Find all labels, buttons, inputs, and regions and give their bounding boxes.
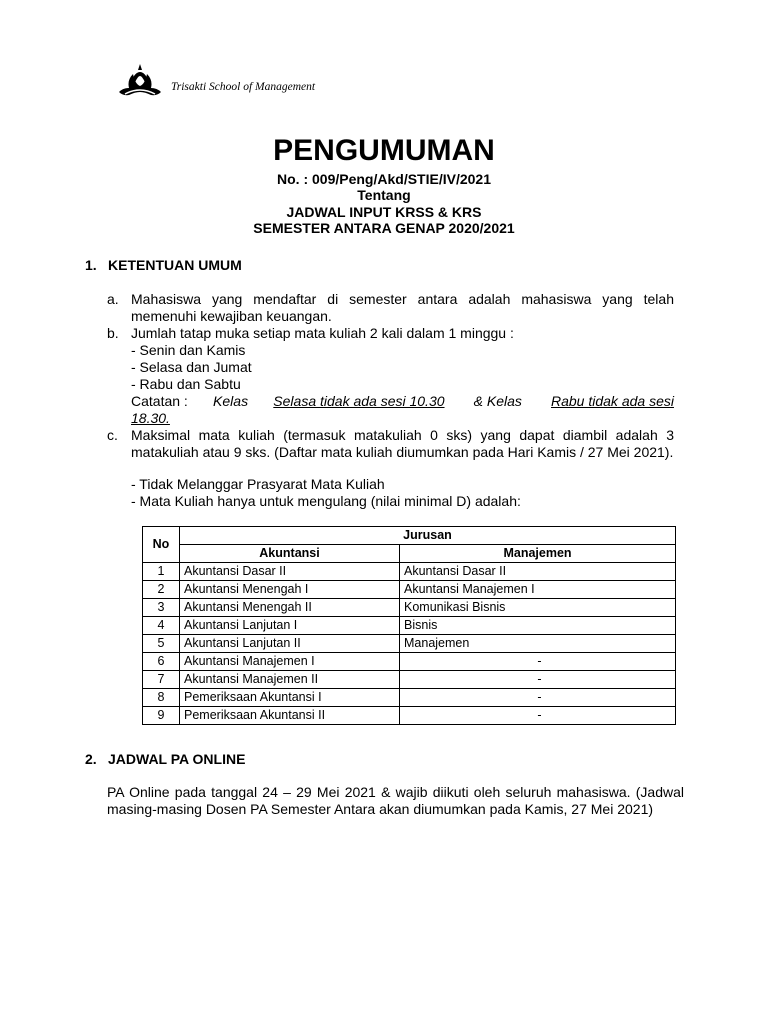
day-list-item: - Senin dan Kamis (131, 342, 246, 358)
table-row (143, 617, 676, 635)
day-list-item: - Selasa dan Jumat (131, 359, 252, 375)
cell-manajemen: Akuntansi Dasar II (400, 563, 676, 581)
cell-no: 8 (143, 689, 180, 707)
cell-manajemen: Bisnis (400, 617, 676, 635)
item-c-point-2: - Mata Kuliah hanya untuk mengulang (nilai minimal D) adalah: (131, 493, 521, 509)
table-row (143, 599, 676, 617)
table-row (143, 707, 676, 725)
cell-no: 9 (143, 707, 180, 725)
cell-manajemen: - (400, 671, 676, 689)
page-title: PENGUMUMAN (273, 134, 495, 167)
cell-manajemen: Akuntansi Manajemen I (400, 581, 676, 599)
cell-akuntansi: Akuntansi Lanjutan I (180, 617, 400, 635)
note-selasa: Selasa tidak ada sesi 10.30 (273, 393, 445, 409)
cell-akuntansi: Akuntansi Menengah II (180, 599, 400, 617)
section-title: KETENTUAN UMUM (108, 257, 242, 273)
cell-akuntansi: Pemeriksaan Akuntansi I (180, 689, 400, 707)
announcement-number: No. : 009/Peng/Akd/STIE/IV/2021 (277, 171, 491, 187)
cell-manajemen: - (400, 653, 676, 671)
cell-no: 1 (143, 563, 180, 581)
section-number: 1. (85, 257, 97, 273)
section-2-heading (85, 751, 245, 767)
cell-akuntansi: Pemeriksaan Akuntansi II (180, 707, 400, 725)
note-rabu-time: 18.30. (131, 410, 170, 426)
cell-manajemen: - (400, 689, 676, 707)
cell-manajemen: - (400, 707, 676, 725)
section-2-text: PA Online pada tanggal 24 – 29 Mei 2021 & wajib diikuti oleh seluruh mahasiswa. (Jadwal masing-masing Dosen PA Semester Antara akan diumumkan pada Kamis, 27 Mei 2021) (107, 784, 684, 817)
table-row (143, 563, 676, 581)
section-number: 2. (85, 751, 97, 767)
cell-manajemen: Komunikasi Bisnis (400, 599, 676, 617)
cell-no: 2 (143, 581, 180, 599)
cell-akuntansi: Akuntansi Manajemen I (180, 653, 400, 671)
letterhead (117, 62, 315, 98)
header-manajemen: Manajemen (400, 545, 676, 563)
table-row (143, 689, 676, 707)
item-a-text: Mahasiswa yang mendaftar di semester antara adalah mahasiswa yang telah memenuhi kewajiban keuangan. (131, 291, 674, 324)
cell-akuntansi: Akuntansi Lanjutan II (180, 635, 400, 653)
table-row (143, 581, 676, 599)
table-row (143, 671, 676, 689)
tentang-label: Tentang (357, 187, 411, 203)
trisakti-logo-icon (117, 62, 163, 98)
header-no: No (143, 527, 180, 563)
header-jurusan: Jurusan (180, 527, 676, 545)
item-c-text: Maksimal mata kuliah (termasuk matakuliah 0 sks) yang dapat diambil adalah 3 matakuliah atau 9 sks. (Daftar mata kuliah diumumkan pada Hari Kamis / 27 Mei 2021). (131, 427, 674, 460)
table-row (143, 635, 676, 653)
organization-name: Trisakti School of Management (171, 81, 316, 93)
cell-no: 4 (143, 617, 180, 635)
note-prefix: Catatan : (131, 393, 188, 409)
announcement-subject: JADWAL INPUT KRSS & KRS (286, 204, 482, 220)
cell-no: 3 (143, 599, 180, 617)
note-line (131, 393, 674, 410)
cell-manajemen: Manajemen (400, 635, 676, 653)
table-row (143, 653, 676, 671)
note-amp-kelas: & Kelas (469, 393, 526, 409)
cell-no: 6 (143, 653, 180, 671)
cell-no: 5 (143, 635, 180, 653)
header-akuntansi: Akuntansi (180, 545, 400, 563)
cell-akuntansi: Akuntansi Menengah I (180, 581, 400, 599)
day-list-item: - Rabu dan Sabtu (131, 376, 241, 392)
cell-no: 7 (143, 671, 180, 689)
item-a-marker: a. (107, 291, 119, 307)
announcement-semester: SEMESTER ANTARA GENAP 2020/2021 (253, 220, 515, 236)
item-c-marker: c. (107, 427, 118, 443)
cell-akuntansi: Akuntansi Dasar II (180, 563, 400, 581)
note-rabu: Rabu tidak ada sesi (551, 393, 674, 409)
cell-akuntansi: Akuntansi Manajemen II (180, 671, 400, 689)
item-b-text: Jumlah tatap muka setiap mata kuliah 2 kali dalam 1 minggu : (131, 325, 514, 341)
course-table (142, 526, 676, 725)
item-b-marker: b. (107, 325, 119, 341)
section-title: JADWAL PA ONLINE (108, 751, 246, 767)
item-c-point-1: - Tidak Melanggar Prasyarat Mata Kuliah (131, 476, 385, 492)
section-1-heading (85, 257, 242, 273)
note-kelas: Kelas (213, 393, 249, 409)
